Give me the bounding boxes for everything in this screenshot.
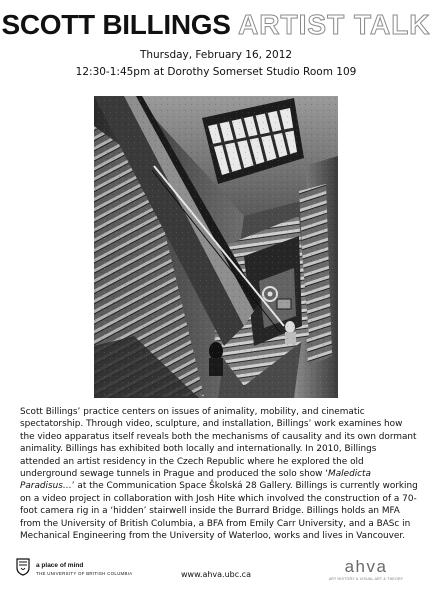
ahva-tagline: ART HISTORY & VISUAL ART & THEORY [328,577,404,581]
ahva-logo-text: ahva [344,557,388,576]
bio-text-part1: Scott Billings’ practice centers on issues of animality, mobility, and cinematic spectatorship. Through video, sculpture, and installation, Billings’ work examines how the video apparatus itself reveals both the mechanisms of causality and its own dormant animality. Billings has exhibited both locally and internationally. In 2010, Billings attended an artist residency in the Czech Republic where he explored the old underground sewage tunnels in Prague and produced the solo show [20,407,417,480]
bio-paragraph [20,406,418,542]
title-artist-name: SCOTT BILLINGS [1,9,231,40]
ubc-crest-icon [16,558,30,576]
title-event-type: ARTIST TALK [238,9,431,40]
website-link[interactable]: www.ahva.ubc.ca [181,570,251,579]
ubc-tagline: a place of mind [36,562,84,569]
bio-quote-open: ‘ [325,469,329,480]
ubc-name: THE UNIVERSITY OF BRITISH COLUMBIA [36,571,133,576]
ubc-logo[interactable] [16,558,176,584]
ahva-logo[interactable] [318,558,414,582]
bio-text-part2: ’ at the Communication Space Školská 28 Gallery. Billings is currently working on a video project in collaboration with Josh Hite which involved the construction of a 70-foot camera rig in a ‘hidden’ stairwell inside the Burrard Bridge. Billings holds an MFA from the University of British Columbia, a BFA from Emily Carr University, and a BASc in Mechanical Engineering from the University of Waterloo, works and lives in Vancouver. [20,481,418,542]
event-time-location: 12:30-1:45pm at Dorothy Somerset Studio Room 109 [75,66,357,78]
poster-title [0,10,432,40]
bio-show-title: Maledicta Paradisus… [20,469,371,492]
stairwell-photo-graphic [94,96,338,398]
stairwell-photo [94,96,338,398]
event-date: Thursday, February 16, 2012 [139,49,293,61]
artist-bio [20,406,418,542]
